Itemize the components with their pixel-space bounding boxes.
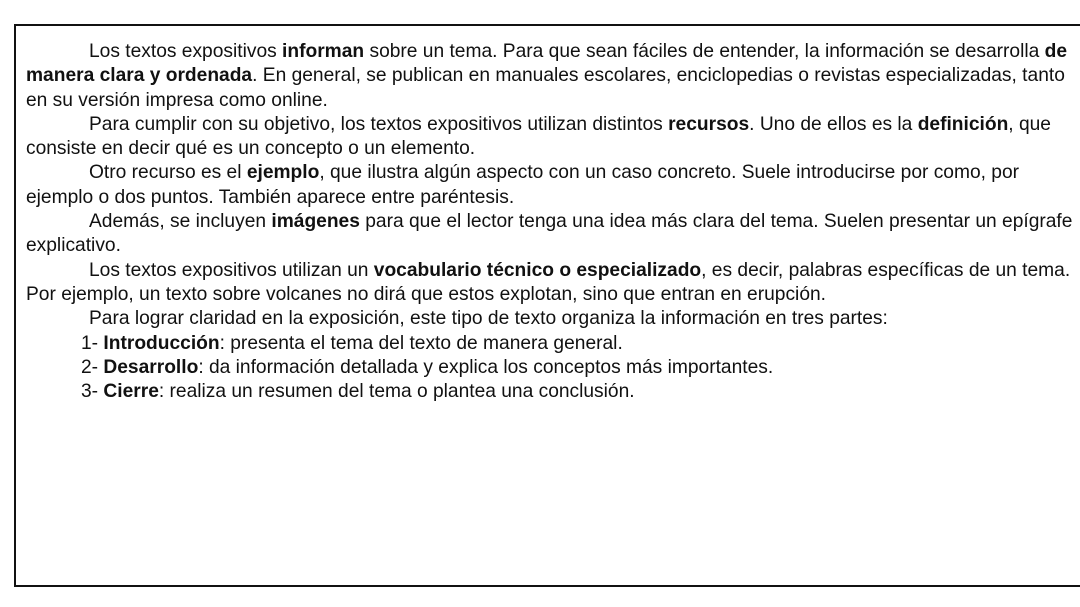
paragraph-text: . Uno de ellos es la	[749, 113, 918, 135]
list-text: : presenta el tema del texto de manera general.	[219, 332, 623, 354]
list-number: 2-	[81, 356, 104, 378]
list-item-2	[26, 356, 1080, 380]
bold-term: Cierre	[103, 381, 159, 403]
paragraph-2	[26, 113, 1080, 162]
paragraph-text: Otro recurso es el	[89, 162, 247, 184]
paragraph-1	[26, 40, 1080, 113]
list-text: : realiza un resumen del tema o plantea una conclusión.	[158, 381, 635, 403]
paragraph-5	[26, 259, 1080, 308]
list-number: 1-	[81, 332, 104, 354]
bold-term: de manera clara y ordenada	[26, 41, 1068, 87]
bold-term: informan	[282, 41, 365, 62]
paragraph-text: , es decir, palabras específicas de un tema. Por ejemplo, un texto sobre volcanes no dirá que estos explotan, sino que entran en erupción.	[26, 259, 1071, 305]
paragraph-text: . En general, se publican en manuales escolares, enciclopedias o revistas especializadas, tanto en su versión impresa como online.	[26, 65, 1065, 111]
document-frame	[14, 24, 1080, 587]
paragraph-text: sobre un tema. Para que sean fáciles de entender, la información se desarrolla	[364, 41, 1045, 62]
bold-term: ejemplo	[246, 162, 320, 184]
bold-term: Desarrollo	[103, 356, 199, 378]
bold-term: imágenes	[271, 211, 360, 233]
paragraph-text: Además, se incluyen	[89, 211, 272, 233]
paragraph-text: , que ilustra algún aspecto con un caso concreto. Suele introducirse por como, por ejemplo o dos puntos. También aparece entre paréntesis.	[26, 162, 1020, 208]
list-item-1	[26, 332, 1080, 356]
paragraph-3	[26, 161, 1080, 210]
paragraph-text: Para lograr claridad en la exposición, este tipo de texto organiza la información en tres partes:	[89, 308, 888, 330]
list-text: : da información detallada y explica los conceptos más importantes.	[198, 356, 774, 378]
paragraph-text: para que el lector tenga una idea más clara del tema. Suelen presentar un epígrafe explicativo.	[26, 211, 1073, 257]
list-item-3	[26, 380, 1080, 404]
bold-term: definición	[917, 113, 1009, 135]
bold-term: recursos	[668, 113, 750, 135]
document-body	[26, 40, 1080, 404]
paragraph-4	[26, 210, 1080, 259]
paragraph-text: , que consiste en decir qué es un concepto o un elemento.	[26, 113, 1051, 160]
paragraph-text: Los textos expositivos utilizan un	[89, 259, 374, 281]
paragraph-text: Para cumplir con su objetivo, los textos expositivos utilizan distintos	[89, 113, 669, 135]
list-number: 3-	[81, 381, 104, 403]
paragraph-6	[26, 307, 1080, 331]
bold-term: Introducción	[103, 332, 220, 354]
bold-term: vocabulario técnico o especializado	[373, 259, 702, 281]
paragraph-text: Los textos expositivos	[89, 41, 283, 62]
